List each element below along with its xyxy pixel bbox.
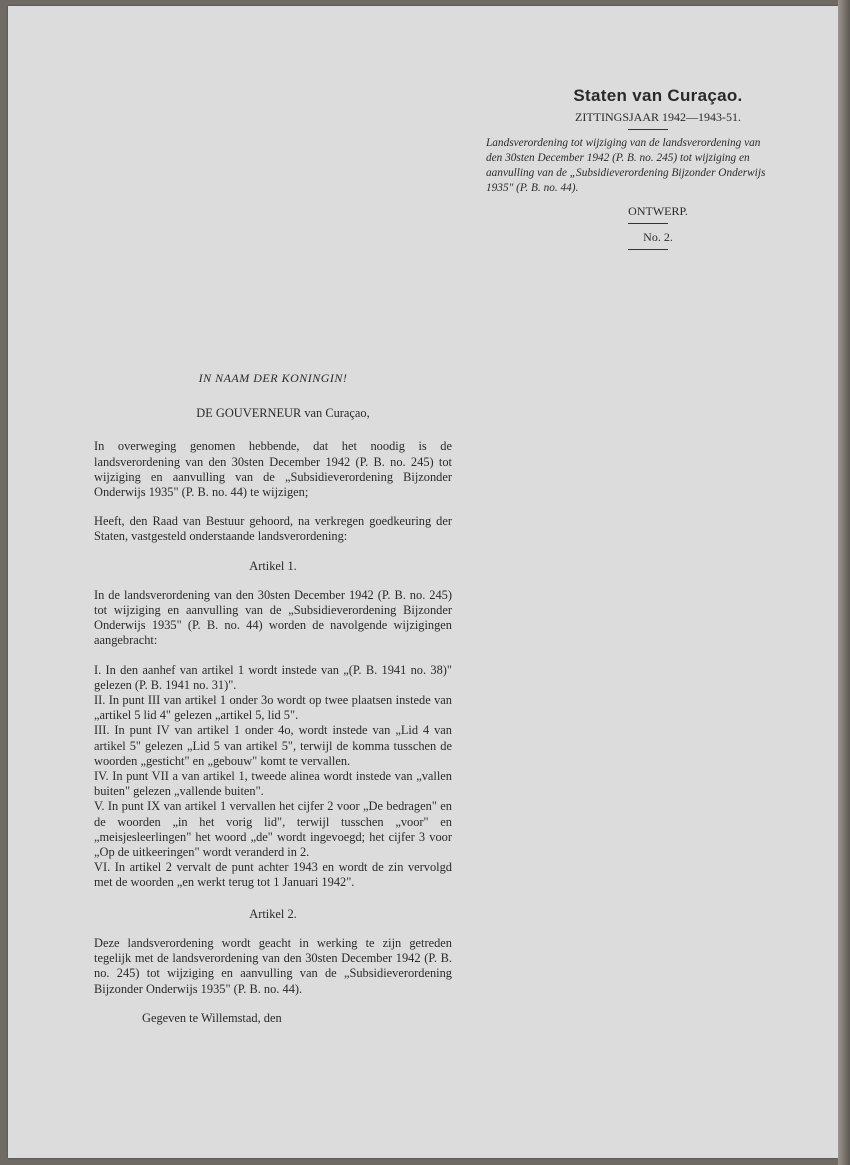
royal-invocation: IN NAAM DER KONINGIN! xyxy=(198,371,348,385)
council-paragraph: Heeft, den Raad van Bestuur gehoord, na verkregen goedkeuring der Staten, vastgesteld onderstaande landsverordening: xyxy=(94,514,452,544)
amendment-list xyxy=(94,663,452,891)
divider xyxy=(628,249,668,250)
article-2-title: Artikel 2. xyxy=(249,906,297,921)
amendment-item: II. In punt III van artikel 1 onder 3o wordt op twee plaatsen instede van „artikel 5 lid 4" gelezen „artikel 5, lid 5". xyxy=(94,693,452,723)
amendment-item: I. In den aanhef van artikel 1 wordt instede van „(P. B. 1941 no. 38)" gelezen (P. B. 1941 no. 31)". xyxy=(94,662,452,692)
governor-line: DE GOUVERNEUR van Curaçao, xyxy=(196,406,370,421)
article-1-title: Artikel 1. xyxy=(249,558,297,573)
consideration-paragraph: In overweging genomen hebbende, dat het noodig is de landsverordening van den 30sten December 1942 (P. B. no. 245) tot wijziging en aanvulling van de „Subsidieverordening Bijzonder Onderwijs 1935" (P. B. no. 44) te wijzigen; xyxy=(94,439,452,500)
document-page xyxy=(8,6,838,1158)
document-title: Staten van Curaçao. xyxy=(573,86,743,105)
page-edge xyxy=(838,0,850,1165)
divider xyxy=(628,223,668,224)
article-1-intro: In de landsverordening van den 30sten December 1942 (P. B. no. 245) tot wijziging en aanvulling van de „Subsidieverordening Bijzonder Onderwijs 1935" (P. B. no. 44) worden de navolgende wijzigingen aangebracht: xyxy=(94,587,452,648)
amendment-item: IV. In punt VII a van artikel 1, tweede alinea wordt instede van „vallen buiten" gelezen „vallende buiten". xyxy=(94,769,452,799)
session-year: ZITTINGSJAAR 1942—1943-51. xyxy=(575,110,741,124)
article-2-text: Deze landsverordening wordt geacht in werking te zijn getreden tegelijk met de landsverordening van den 30sten December 1942 (P. B. no. 245) tot wijziging en aanvulling van de „Subsidieverordening Bijzonder Onderwijs 1935" (P. B. no. 44). xyxy=(94,935,452,996)
document-body xyxy=(94,371,452,1026)
amendment-item: VI. In artikel 2 vervalt de punt achter 1943 en wordt de zin vervolgd met de woorden „en werkt terug tot 1 Januari 1942". xyxy=(94,860,452,890)
signoff-line: Gegeven te Willemstad, den xyxy=(142,1010,282,1025)
amendment-item: III. In punt IV van artikel 1 onder 4o, wordt instede van „Lid 4 van artikel 5" gelezen „Lid 5 van artikel 5", terwijl de komma tusschen de woorden „gesticht" en „gebouw" komt te vervallen. xyxy=(94,723,452,768)
amendment-item: V. In punt IX van artikel 1 vervallen het cijfer 2 voor „De bedragen" en de woorden „in het vorig lid", terwijl tusschen „voor" en „meisjesleerlingen" het woord „de" wordt ingevoegd; het cijfer 3 voor „Op de uitkeeringen" wordt veranderd in 2. xyxy=(94,799,452,860)
document-header xyxy=(478,86,778,250)
draft-label: ONTWERP. xyxy=(628,204,688,218)
ordinance-subtitle: Landsverordening tot wijziging van de landsverordening van den 30sten December 1942 (P. B. no. 245) tot wijziging en aanvulling van de „Subsidieverordening Bijzonder Onderwijs 1935" (P. B. no. 44). xyxy=(486,137,766,194)
document-number: No. 2. xyxy=(643,230,673,244)
divider xyxy=(628,129,668,130)
